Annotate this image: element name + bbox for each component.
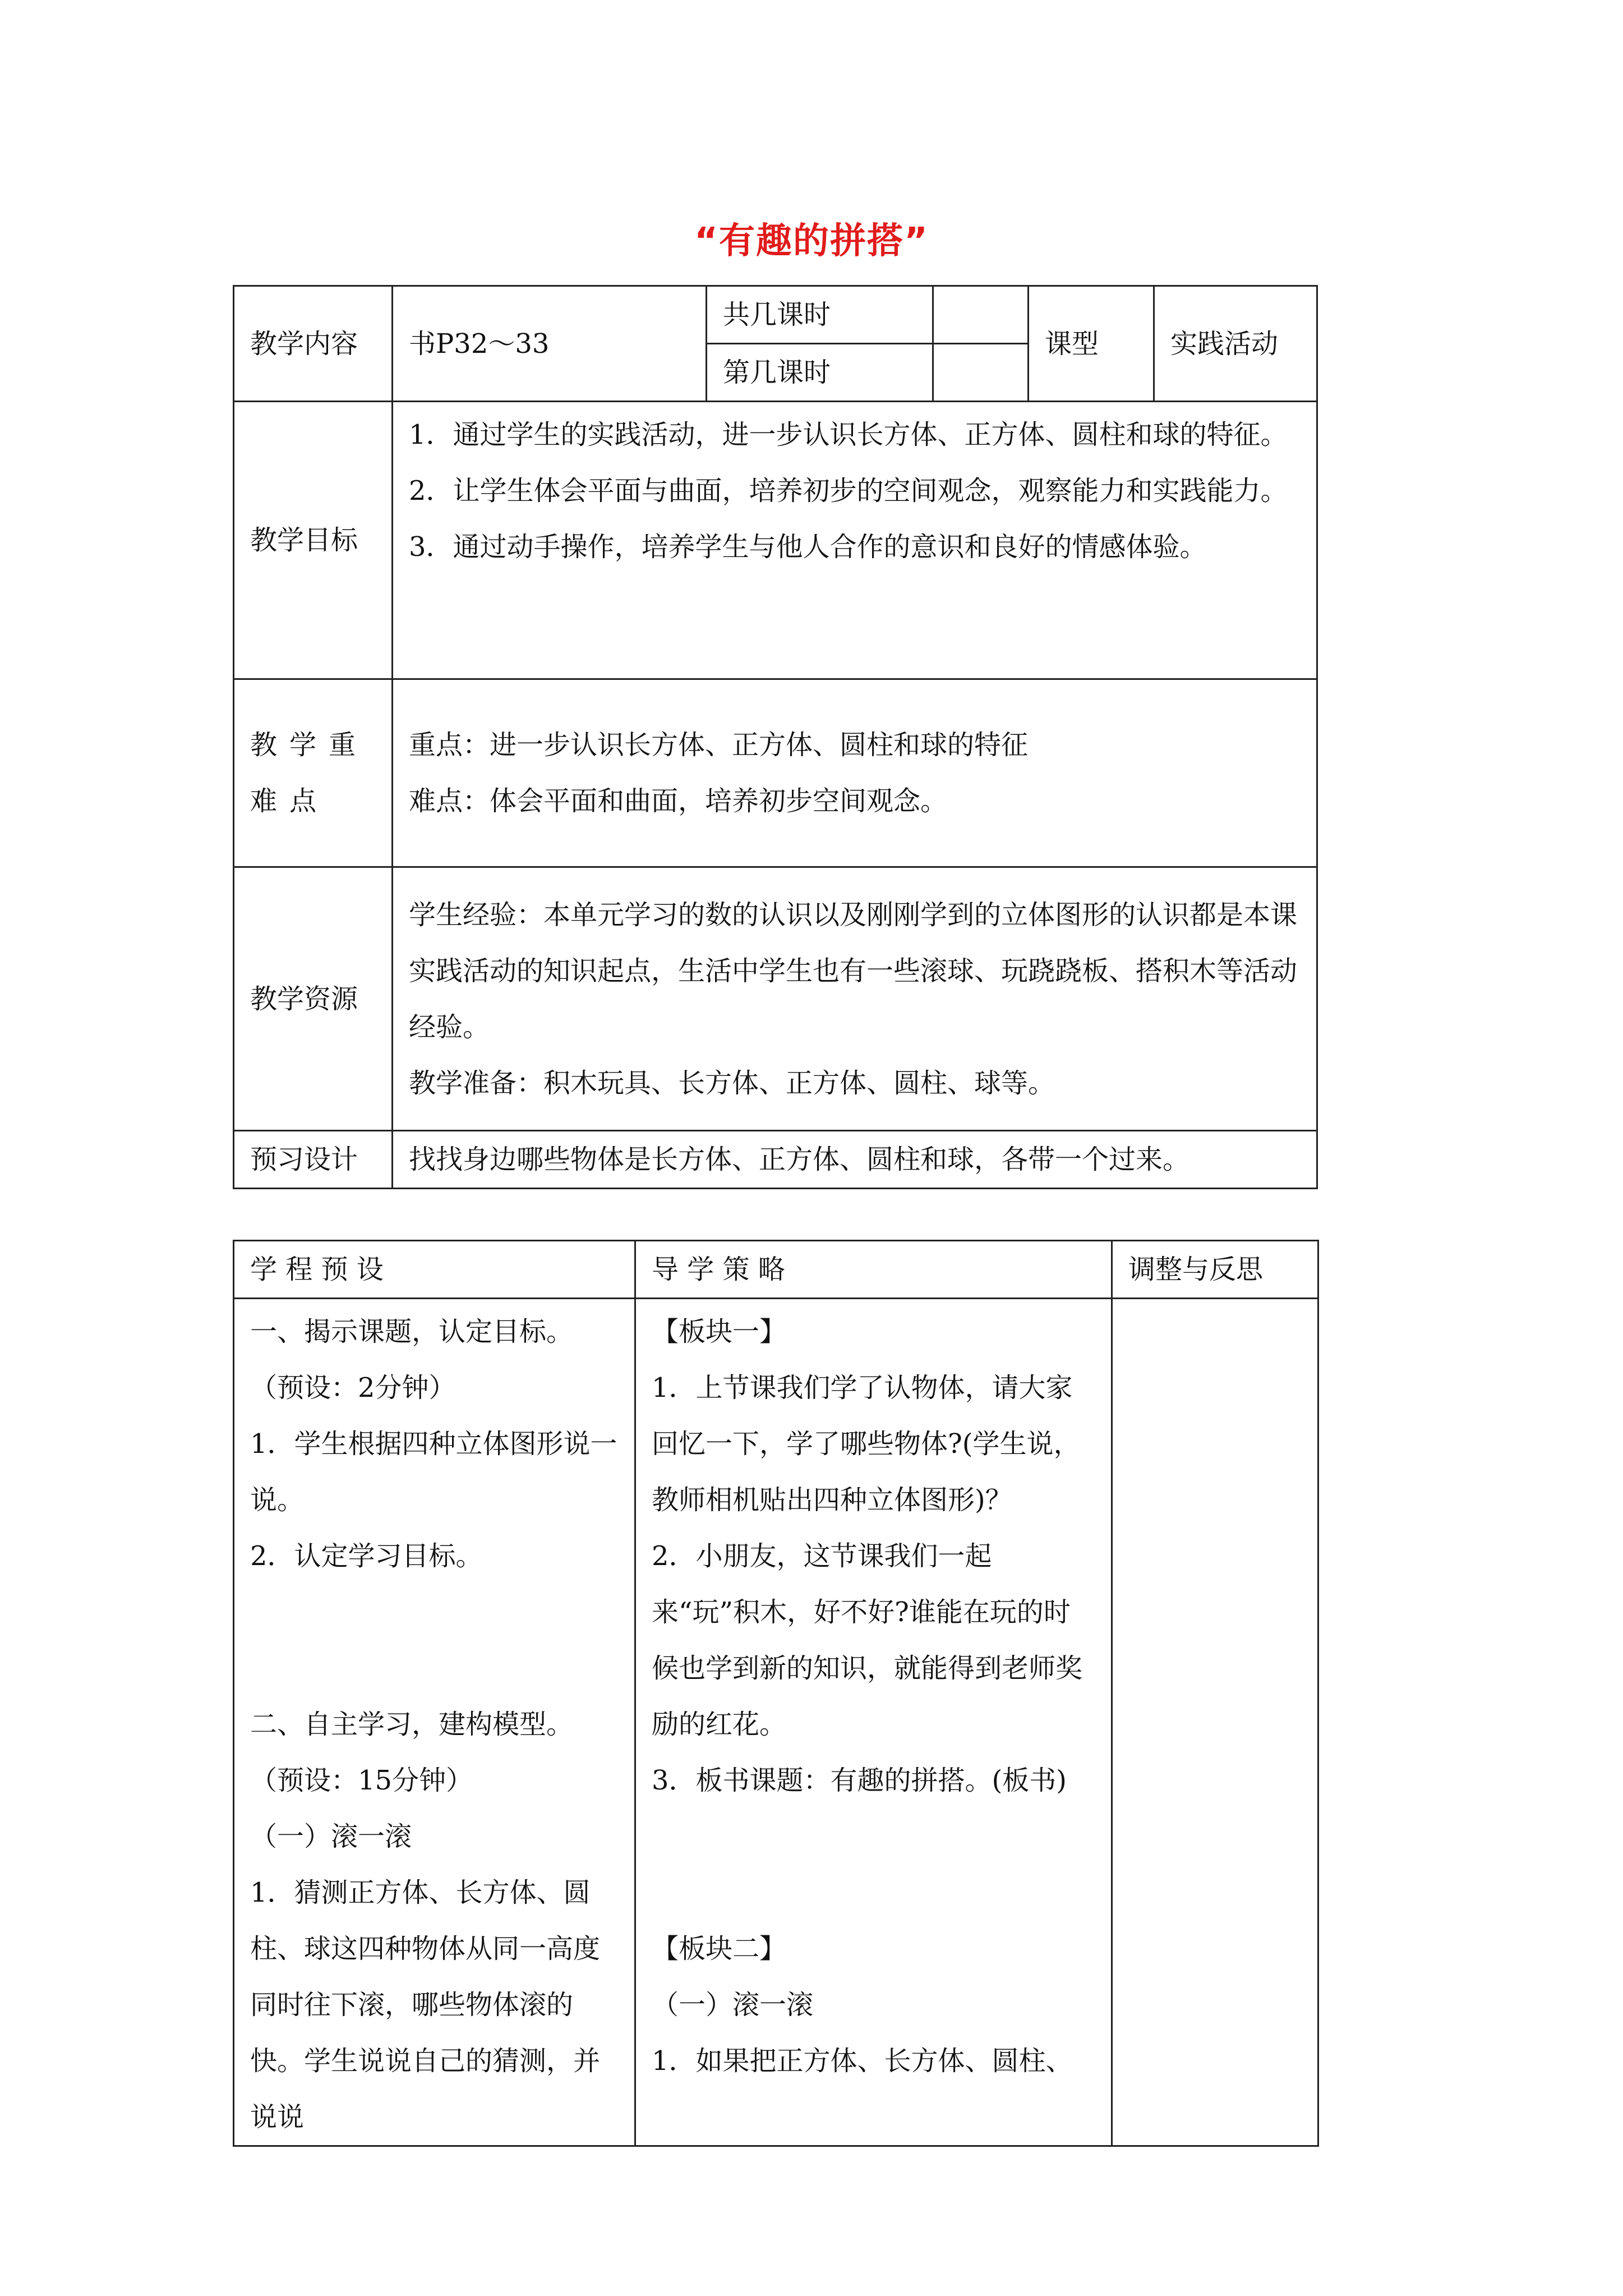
strategy-line: 2．小朋友，这节课我们一起来“玩”积木，好不好?谁能在玩的时候也学到新的知识，就能得到老师奖励的红花。 bbox=[652, 1540, 1083, 1740]
page-title: “有趣的拼搭” bbox=[694, 220, 929, 262]
keypoint-1: 重点：进一步认识长方体、正方体、圆柱和球的特征 bbox=[409, 729, 1029, 761]
process-spacer bbox=[250, 1584, 619, 1640]
process-line: （一）滚一滚 bbox=[250, 1821, 412, 1852]
total-hours-label: 共几课时 bbox=[707, 286, 933, 344]
type-label: 课型 bbox=[1029, 286, 1154, 402]
process-line: 2．认定学习目标。 bbox=[250, 1540, 483, 1572]
resource-1: 学生经验：本单元学习的数的认识以及刚刚学到的立体图形的认识都是本课实践活动的知识起点，生活中学生也有一些滚球、玩跷跷板、搭积木等活动经验。 bbox=[409, 899, 1298, 1043]
strategy-line: （一）滚一滚 bbox=[652, 1989, 814, 2021]
objective-2: 2．让学生体会平面与曲面，培养初步的空间观念，观察能力和实践能力。 bbox=[409, 475, 1288, 507]
preview-value: 找找身边哪些物体是长方体、正方体、圆柱和球，各带一个过来。 bbox=[393, 1131, 1317, 1189]
total-hours-value bbox=[933, 286, 1029, 344]
process-line: （预设：2分钟） bbox=[250, 1372, 456, 1404]
content-label: 教学内容 bbox=[234, 286, 393, 402]
lesson-info-table bbox=[233, 285, 1318, 1189]
keypoints-label: 教学重难点 bbox=[234, 679, 393, 867]
current-hour-label: 第几课时 bbox=[707, 344, 933, 402]
header-strategy: 导 学 策 略 bbox=[635, 1241, 1112, 1299]
objective-1: 1．通过学生的实践活动，进一步认识长方体、正方体、圆柱和球的特征。 bbox=[409, 419, 1288, 450]
strategy-line: 【板块二】 bbox=[652, 1933, 787, 1964]
keypoint-2: 难点：体会平面和曲面，培养初步空间观念。 bbox=[409, 785, 948, 817]
strategy-cell bbox=[635, 1299, 1112, 2146]
objectives-cell bbox=[393, 402, 1317, 679]
strategy-line: 1．如果把正方体、长方体、圆柱、 bbox=[652, 2045, 1073, 2077]
objective-3: 3．通过动手操作，培养学生与他人合作的意识和良好的情感体验。 bbox=[409, 531, 1207, 563]
current-hour-value bbox=[933, 344, 1029, 402]
process-line: 1．猜测正方体、长方体、圆柱、球这四种物体从同一高度同时往下滚，哪些物体滚的快。学生说说自己的猜测，并说说 bbox=[250, 1877, 601, 2133]
content-value: 书P32～33 bbox=[393, 286, 707, 402]
header-process: 学 程 预 设 bbox=[234, 1241, 635, 1299]
process-line: 二、自主学习，建构模型。 bbox=[250, 1709, 574, 1740]
header-reflection: 调整与反思 bbox=[1112, 1241, 1318, 1299]
process-cell bbox=[234, 1299, 635, 2146]
strategy-line: 3．板书课题：有趣的拼搭。(板书) bbox=[652, 1765, 1067, 1796]
process-line: （预设：15分钟） bbox=[250, 1765, 473, 1796]
reflection-cell bbox=[1112, 1299, 1318, 2146]
strategy-line: 【板块一】 bbox=[652, 1316, 787, 1347]
process-spacer bbox=[250, 1640, 619, 1696]
type-value: 实践活动 bbox=[1154, 286, 1317, 402]
preview-label: 预习设计 bbox=[234, 1131, 393, 1189]
resources-cell bbox=[393, 867, 1317, 1131]
lesson-process-table bbox=[233, 1240, 1319, 2147]
keypoints-cell bbox=[393, 679, 1317, 867]
strategy-spacer bbox=[652, 1865, 1095, 1921]
process-line: 一、揭示课题，认定目标。 bbox=[250, 1316, 574, 1347]
resources-label: 教学资源 bbox=[234, 867, 393, 1131]
process-line: 1．学生根据四种立体图形说一说。 bbox=[250, 1428, 617, 1516]
strategy-line: 1．上节课我们学了认物体，请大家回忆一下，学了哪些物体?(学生说，教师相机贴出四种立体图形)？ bbox=[652, 1372, 1081, 1516]
resource-2: 教学准备：积木玩具、长方体、正方体、圆柱、球等。 bbox=[409, 1067, 1055, 1099]
strategy-spacer bbox=[652, 1809, 1095, 1865]
objectives-label: 教学目标 bbox=[234, 402, 393, 679]
